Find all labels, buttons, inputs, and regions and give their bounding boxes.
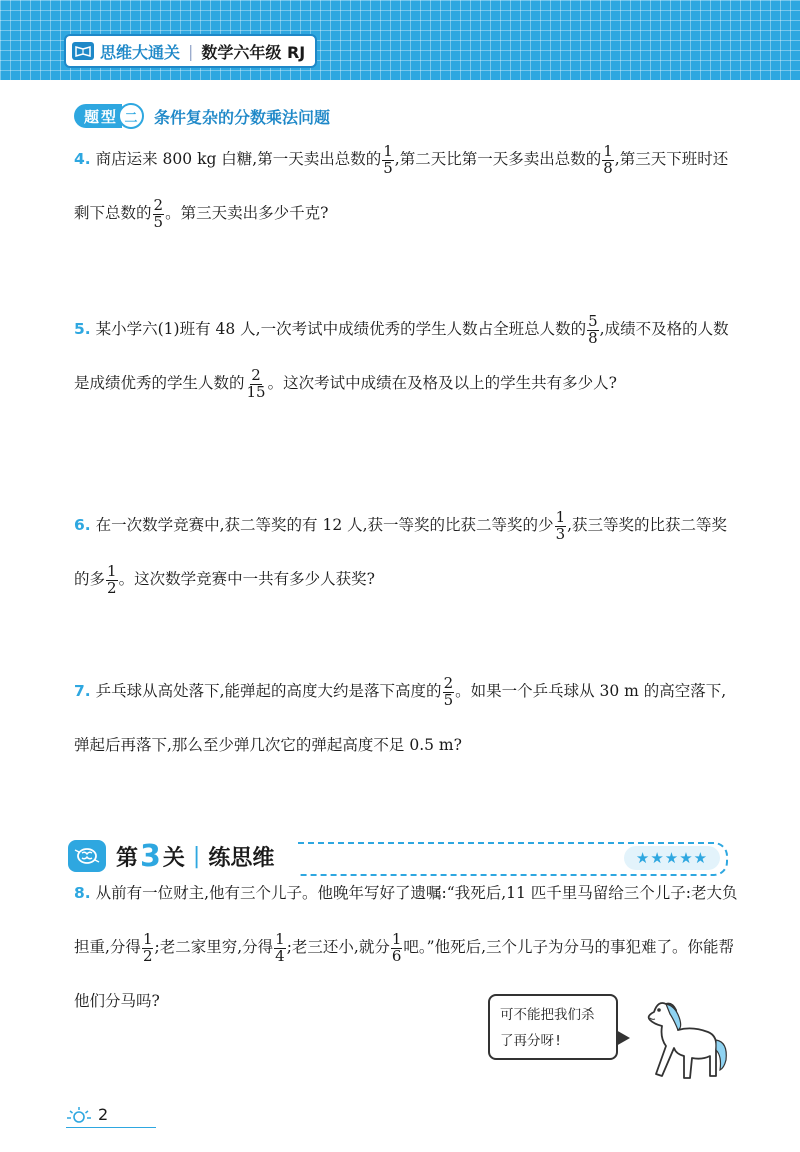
numerator: 1 [275, 929, 285, 948]
question-text: 从前有一位财主,他有三个儿子。他晚年写好了遗嘱:“我死后,11 匹千里马留给三个儿子:老大负担重,分得 [74, 884, 738, 956]
question-text: ,成绩不及格的人数是成绩优秀的学生人数的 [74, 320, 729, 392]
question-4 [74, 132, 738, 240]
question-number: 5. [74, 320, 91, 338]
numerator: 2 [251, 365, 261, 384]
header-separator: | [188, 41, 194, 61]
topic-badge: 题型 [74, 104, 122, 128]
subject-label: 数学六年级 RJ [201, 42, 306, 62]
numerator: 1 [107, 561, 117, 580]
question-number: 6. [74, 516, 91, 534]
question-text: 在一次数学竞赛中,获二等奖的有 12 人,获一等奖的比获二等奖的少 [95, 516, 554, 534]
question-text: 商店运来 800 kg 白糖,第一天卖出总数的 [95, 150, 382, 168]
question-number: 7. [74, 682, 91, 700]
denominator: 5 [153, 212, 164, 231]
denominator: 8 [588, 328, 598, 347]
question-text: ;老三还小,就分 [286, 938, 390, 956]
question-text: 乒乓球从高处落下,能弹起的高度大约是落下高度的 [95, 682, 442, 700]
question-text: 。这次数学竞赛中一共有多少人获奖? [118, 570, 375, 588]
fraction [382, 141, 394, 177]
bubble-line-2: 了再分呀! [500, 1033, 563, 1049]
difficulty-stars-icon: ★★★★★ [624, 846, 720, 870]
speech-bubble-tail [616, 1030, 630, 1046]
question-text: 。这次考试中成绩在及格及以上的学生共有多少人? [267, 374, 617, 392]
fraction [443, 673, 455, 709]
question-text: 。第三天卖出多少千克? [165, 204, 329, 222]
question-7 [74, 664, 738, 772]
level-separator: | [192, 843, 201, 869]
level-number: 3 [140, 838, 161, 874]
denominator: 5 [383, 158, 393, 177]
level-prefix: 第 [116, 845, 139, 871]
numerator: 1 [383, 141, 393, 160]
footer-underline [66, 1127, 156, 1128]
fraction [246, 365, 267, 401]
page-footer [66, 1102, 156, 1126]
fraction [555, 507, 567, 543]
denominator: 6 [391, 946, 402, 965]
question-6 [74, 498, 738, 606]
book-icon [72, 42, 94, 60]
level-suffix: 关 [162, 845, 185, 871]
numerator: 5 [588, 311, 598, 330]
question-text: ,第二天比第一天多卖出总数的 [394, 150, 602, 168]
topic-heading [74, 104, 330, 128]
question-text: 吧。”他死后,三个儿子为分马的事犯难了。你能帮他们分马吗? [74, 938, 734, 1010]
fraction [587, 311, 599, 347]
level-name: 练思维 [208, 845, 275, 871]
numerator: 1 [555, 507, 566, 526]
fraction [602, 141, 614, 177]
speech-bubble [488, 994, 618, 1060]
page-header [0, 0, 800, 80]
page-number: 2 [98, 1104, 109, 1124]
question-5 [74, 302, 738, 410]
question-number: 4. [74, 150, 91, 168]
horse-illustration-icon [632, 990, 732, 1090]
fraction [153, 195, 165, 231]
numerator: 1 [391, 929, 402, 948]
question-number: 8. [74, 884, 91, 902]
denominator: 5 [443, 690, 454, 709]
denominator: 2 [142, 946, 153, 965]
sun-icon [66, 1105, 92, 1123]
brand-name: 思维大通关 [100, 42, 181, 62]
numerator: 2 [153, 195, 164, 214]
question-text: 。如果一个乒乓球从 30 m 的高空落下,弹起后再落下,那么至少弹几次它的弹起高度不足 0.5 m? [74, 682, 727, 754]
bubble-line-1: 可不能把我们杀 [500, 1007, 595, 1023]
topic-title: 条件复杂的分数乘法问题 [154, 107, 331, 127]
topic-number: 二 [118, 103, 144, 129]
fraction [106, 561, 118, 597]
denominator: 2 [107, 578, 117, 597]
denominator: 3 [555, 524, 566, 543]
denominator: 4 [275, 946, 285, 965]
question-text: ,获三等奖的比获二等奖的多 [74, 516, 728, 588]
numerator: 2 [443, 673, 454, 692]
numerator: 1 [603, 141, 613, 160]
question-text: ;老二家里穷,分得 [154, 938, 274, 956]
denominator: 8 [603, 158, 613, 177]
fraction [391, 929, 403, 965]
fraction [142, 929, 154, 965]
question-text: ,第三天下班时还剩下总数的 [74, 150, 729, 222]
question-text: 某小学六(1)班有 48 人,一次考试中成绩优秀的学生人数占全班总人数的 [95, 320, 587, 338]
book-title-tab [64, 34, 317, 68]
numerator: 1 [142, 929, 153, 948]
denominator: 15 [246, 382, 266, 401]
fraction [274, 929, 286, 965]
